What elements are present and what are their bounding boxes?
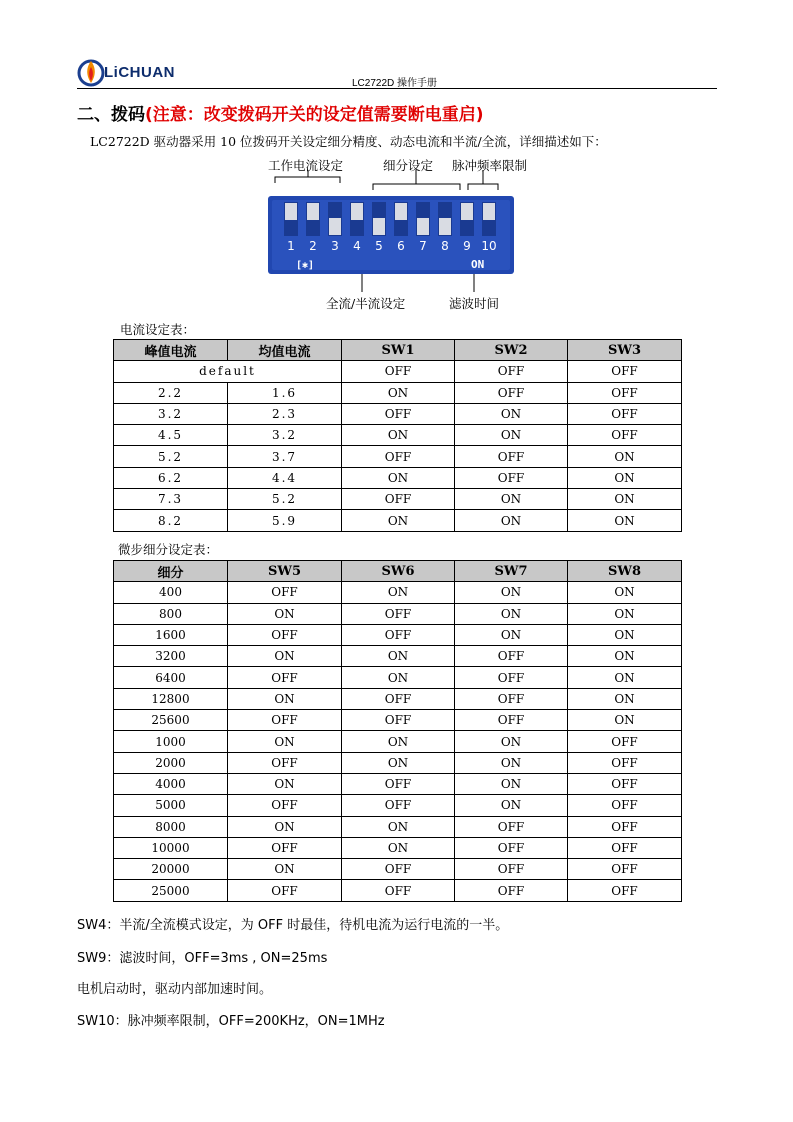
table-cell: OFF — [228, 667, 342, 688]
table-cell: ON — [568, 667, 682, 688]
table-cell: 1000 — [114, 731, 228, 752]
table-cell: ON — [228, 773, 342, 794]
table-cell: OFF — [342, 688, 455, 709]
bracket-current — [275, 177, 340, 183]
table-cell: OFF — [228, 880, 342, 901]
note-sw4: SW4：半流/全流模式设定，为 OFF 时最佳，待机电流为运行电流的一半。 — [77, 918, 509, 933]
table-cell: ON — [342, 510, 455, 531]
table-cell: OFF — [342, 489, 455, 510]
table-cell: 12800 — [114, 688, 228, 709]
table-row — [114, 837, 682, 858]
dip-switch-knob — [417, 218, 429, 235]
table-cell: ON — [342, 752, 455, 773]
current-header-cell: 峰值电流 — [114, 340, 228, 361]
table-cell: 6400 — [114, 667, 228, 688]
table-cell: 5000 — [114, 795, 228, 816]
document-title: LC2722D 操作手册 — [352, 78, 438, 89]
microstep-table — [113, 560, 682, 902]
table-cell: ON — [455, 582, 568, 603]
table-cell: OFF — [342, 603, 455, 624]
table-cell: ON — [342, 731, 455, 752]
table-cell: 2.3 — [228, 403, 342, 424]
table-row — [114, 773, 682, 794]
table-cell: OFF — [455, 859, 568, 880]
table-cell: ON — [568, 624, 682, 645]
switch-number: 8 — [441, 239, 449, 253]
table-cell: 8.2 — [114, 510, 228, 531]
dip-switch-knob — [483, 203, 495, 220]
table-cell: 5.2 — [228, 489, 342, 510]
switch-number: 3 — [331, 239, 339, 253]
table-row — [114, 646, 682, 667]
dip-switch-knob — [461, 203, 473, 220]
table-row — [114, 710, 682, 731]
flame-logo-icon — [77, 55, 105, 89]
section-heading — [77, 100, 484, 125]
table-cell: ON — [228, 603, 342, 624]
table-row — [114, 816, 682, 837]
intro-paragraph: LC2722D 驱动器采用 10 位拨码开关设定细分精度、动态电流和半流/全流，详细描述如下： — [90, 134, 607, 149]
table-cell: OFF — [455, 880, 568, 901]
table-cell: 7.3 — [114, 489, 228, 510]
table-cell: 400 — [114, 582, 228, 603]
table-row — [114, 859, 682, 880]
table-cell: OFF — [455, 382, 568, 403]
label-pulse-limit: 脉冲频率限制 — [452, 158, 528, 173]
table-cell: 8000 — [114, 816, 228, 837]
table-cell: 4000 — [114, 773, 228, 794]
table-row — [114, 731, 682, 752]
table-cell: OFF — [228, 624, 342, 645]
label-halfflow-setting: 全流/半流设定 — [326, 296, 406, 311]
table-cell: ON — [455, 489, 568, 510]
table-cell: OFF — [568, 382, 682, 403]
table-row — [114, 688, 682, 709]
table-cell: ON — [342, 816, 455, 837]
table-cell: 4.5 — [114, 425, 228, 446]
bracket-microstep — [373, 184, 460, 190]
dip-switch-knob — [329, 218, 341, 235]
current-header-cell: SW2 — [455, 340, 568, 361]
current-table-header-row — [114, 340, 682, 361]
note-accel: 电机启动时，驱动内部加速时间。 — [77, 982, 273, 997]
switch-number: 6 — [397, 239, 405, 253]
table-row — [114, 489, 682, 510]
table-cell: 1.6 — [228, 382, 342, 403]
table-row — [114, 624, 682, 645]
default-label-cell: default — [114, 361, 342, 382]
table-cell: ON — [568, 446, 682, 467]
dip-switch-knob — [439, 218, 451, 235]
table-cell: OFF — [228, 837, 342, 858]
table-cell: OFF — [455, 646, 568, 667]
table-cell: ON — [568, 710, 682, 731]
table-cell: ON — [228, 688, 342, 709]
table-cell: ON — [342, 837, 455, 858]
table-cell: 25000 — [114, 880, 228, 901]
table-row — [114, 795, 682, 816]
table-cell: ON — [455, 752, 568, 773]
table-cell: OFF — [228, 582, 342, 603]
table-row — [114, 403, 682, 424]
table-cell: ON — [455, 731, 568, 752]
table-cell: OFF — [342, 795, 455, 816]
switch-number: 10 — [481, 239, 497, 253]
table-cell: OFF — [455, 446, 568, 467]
table-cell: OFF — [568, 837, 682, 858]
table-cell: ON — [455, 624, 568, 645]
table-cell: 20000 — [114, 859, 228, 880]
company-logo — [77, 55, 197, 89]
dip-switch-knob — [373, 218, 385, 235]
table-cell: ON — [342, 667, 455, 688]
current-table-caption: 电流设定表： — [120, 322, 196, 337]
table-cell: ON — [455, 510, 568, 531]
table-cell: OFF — [228, 795, 342, 816]
table-cell: ON — [568, 489, 682, 510]
table-cell: ON — [342, 382, 455, 403]
microstep-table-caption: 微步细分设定表： — [118, 542, 219, 557]
table-cell: ON — [455, 773, 568, 794]
table-cell: OFF — [568, 773, 682, 794]
table-cell: ON — [455, 603, 568, 624]
table-cell: ON — [228, 859, 342, 880]
switch-number: 1 — [287, 239, 295, 253]
table-cell: ON — [342, 467, 455, 488]
table-row — [114, 667, 682, 688]
table-cell: 6.2 — [114, 467, 228, 488]
table-cell: OFF — [455, 837, 568, 858]
dip-switch-knob — [285, 203, 297, 220]
table-cell: OFF — [568, 816, 682, 837]
table-cell: OFF — [568, 731, 682, 752]
dip-switch-knob — [395, 203, 407, 220]
mark-right: ON — [471, 258, 485, 271]
table-cell: ON — [568, 688, 682, 709]
table-cell: OFF — [568, 880, 682, 901]
current-header-cell: SW1 — [342, 340, 455, 361]
table-cell: ON — [342, 582, 455, 603]
table-cell: OFF — [568, 403, 682, 424]
table-cell: 3.2 — [114, 403, 228, 424]
table-row — [114, 510, 682, 531]
table-cell: 3.7 — [228, 446, 342, 467]
section-warning: (注意：改变拨码开关的设定值需要断电重启) — [145, 105, 484, 125]
table-row — [114, 382, 682, 403]
label-current-setting: 工作电流设定 — [268, 158, 344, 173]
table-cell: 2000 — [114, 752, 228, 773]
table-cell: OFF — [342, 446, 455, 467]
table-cell: ON — [455, 403, 568, 424]
table-cell: OFF — [342, 403, 455, 424]
table-cell: ON — [342, 425, 455, 446]
table-cell: ON — [342, 646, 455, 667]
table-cell: ON — [455, 425, 568, 446]
table-cell: ON — [568, 510, 682, 531]
table-cell: 2.2 — [114, 382, 228, 403]
table-cell: OFF — [342, 361, 455, 382]
table-row — [114, 446, 682, 467]
dip-switch-knob — [307, 203, 319, 220]
table-row — [114, 582, 682, 603]
table-cell: OFF — [342, 773, 455, 794]
table-cell: OFF — [228, 752, 342, 773]
microstep-table-header-row — [114, 561, 682, 582]
switch-number: 7 — [419, 239, 427, 253]
section-title: 二、拨码 — [77, 105, 145, 125]
header-divider — [77, 88, 717, 89]
table-cell: ON — [568, 582, 682, 603]
note-sw9: SW9：滤波时间，OFF=3ms , ON=25ms — [77, 951, 328, 966]
switch-number: 2 — [309, 239, 317, 253]
bracket-pulse — [468, 184, 498, 190]
table-cell: OFF — [568, 795, 682, 816]
dip-switch-knob — [351, 203, 363, 220]
table-cell: ON — [568, 603, 682, 624]
table-row — [114, 467, 682, 488]
table-row — [114, 361, 682, 382]
logo-text: LiCHUAN — [104, 64, 175, 81]
table-cell: OFF — [455, 688, 568, 709]
table-row — [114, 880, 682, 901]
table-cell: ON — [568, 646, 682, 667]
switch-number: 9 — [463, 239, 471, 253]
table-cell: 1600 — [114, 624, 228, 645]
table-row — [114, 752, 682, 773]
table-cell: OFF — [455, 816, 568, 837]
microstep-header-cell: 细分 — [114, 561, 228, 582]
table-cell: OFF — [455, 361, 568, 382]
table-cell: OFF — [568, 752, 682, 773]
mark-left: [✱] — [296, 260, 315, 271]
current-table — [113, 339, 682, 532]
table-cell: ON — [228, 731, 342, 752]
microstep-header-cell: SW5 — [228, 561, 342, 582]
switch-number: 5 — [375, 239, 383, 253]
table-cell: 5.9 — [228, 510, 342, 531]
microstep-header-cell: SW6 — [342, 561, 455, 582]
table-cell: 3.2 — [228, 425, 342, 446]
current-header-cell: 均值电流 — [228, 340, 342, 361]
table-cell: ON — [228, 646, 342, 667]
current-header-cell: SW3 — [568, 340, 682, 361]
table-cell: OFF — [342, 859, 455, 880]
table-cell: OFF — [342, 710, 455, 731]
table-cell: OFF — [455, 667, 568, 688]
table-cell: 25600 — [114, 710, 228, 731]
table-row — [114, 425, 682, 446]
label-filter-time: 滤波时间 — [449, 296, 500, 311]
table-cell: 800 — [114, 603, 228, 624]
table-cell: OFF — [568, 425, 682, 446]
microstep-header-cell: SW7 — [455, 561, 568, 582]
table-cell: OFF — [455, 467, 568, 488]
table-cell: ON — [228, 816, 342, 837]
note-sw10: SW10：脉冲频率限制，OFF=200KHz，ON=1MHz — [77, 1014, 385, 1029]
table-cell: OFF — [342, 624, 455, 645]
table-cell: 5.2 — [114, 446, 228, 467]
table-cell: ON — [455, 795, 568, 816]
table-cell: 10000 — [114, 837, 228, 858]
table-cell: OFF — [342, 880, 455, 901]
table-cell: OFF — [228, 710, 342, 731]
switch-number: 4 — [353, 239, 361, 253]
table-cell: OFF — [568, 859, 682, 880]
table-row — [114, 603, 682, 624]
table-cell: OFF — [568, 361, 682, 382]
microstep-header-cell: SW8 — [568, 561, 682, 582]
table-cell: ON — [568, 467, 682, 488]
table-cell: OFF — [455, 710, 568, 731]
table-cell: 3200 — [114, 646, 228, 667]
label-microstep-setting: 细分设定 — [383, 158, 434, 173]
table-cell: 4.4 — [228, 467, 342, 488]
